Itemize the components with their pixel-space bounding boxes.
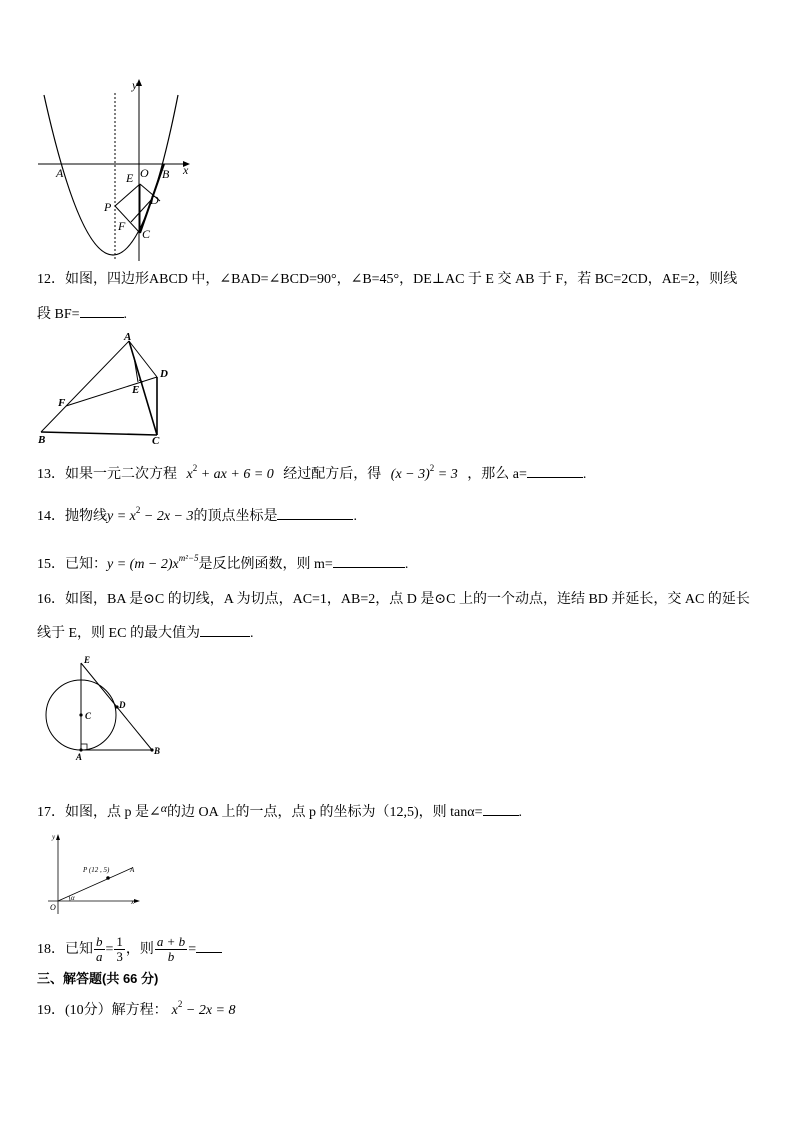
q15-answer-blank[interactable] [333,553,405,568]
fig11-label-P: P [104,200,112,214]
q17: 17．如图，点 p 是∠α的边 OA 上的一点，点 p 的坐标为（12,5)，则 tanα= . [37,801,522,820]
q15: 15．已知：$y = (m - 2)x^{m^2-5}$是反比例函数，则 m= . [37,553,409,572]
fig12-label-D: D [160,368,168,380]
parabola-figure [36,75,196,265]
q18: 18．已知 $\frac{b}{a}$ = $\frac{1}{3}$ ，则 $\frac{a + b}{b}$ = [37,933,222,967]
circle-tangent-figure [40,652,170,764]
fig16-label-C: C [85,711,92,721]
q12-line1: 12．如图，四边形ABCD 中，∠BAD=∠BCD=90°，∠B=45°，DE⊥AC 于 E 交 AB 于 F，若 BC=2CD，AE=2，则线 [37,272,738,287]
q13-answer-blank[interactable] [527,463,583,478]
fraction-one-third: $\frac{1}{3}$ [116,934,123,965]
fig11-label-x: x [183,163,189,177]
q19: 19．(10分）解方程： $x^2 - 2x = 8$ [37,999,236,1018]
fig17-label-O: O [50,903,56,912]
fig16-label-E: E [84,655,91,665]
fraction-a-plus-b-over-b: $\frac{a + b}{b}$ [156,934,186,965]
fig16-label-B: B [154,746,161,756]
quadrilateral-figure [36,330,176,448]
q14-answer-blank[interactable] [277,505,353,520]
fig12-label-C: C [152,435,160,447]
q16-answer-blank[interactable] [200,622,250,637]
fig11-label-F: F [118,219,126,233]
fig17-label-alpha: α [71,894,75,902]
section-heading: 三、解答题(共 66 分) [37,971,159,986]
fig17-label-x: x [131,898,135,906]
fig17-label-y: y [52,833,56,841]
q12-line2: 段 BF= . [37,303,127,324]
fig11-label-D: D [150,193,159,207]
fig17-label-A: A [130,866,135,874]
angle-figure [40,830,145,918]
fig11-label-A: A [56,166,64,180]
fig16-label-D: D [119,700,126,710]
q13: 13．如果一元二次方程 $x^2$ + ax + 6 = 0 经过配方后，得 $(x - 3)^2 = 3$ ，那么 a= . [37,463,587,482]
fig11-label-B: B [162,167,170,181]
fig12-label-B: B [38,434,46,446]
fraction-b-over-a: $\frac{b}{a}$ [96,934,103,965]
fig12-label-F: F [58,397,66,409]
q18-answer-blank[interactable] [196,938,222,953]
fig12-label-A: A [124,331,132,343]
q17-answer-blank[interactable] [483,801,519,816]
q14: 14．抛物线$y = x^2 - 2x - 3$的顶点坐标是 . [37,505,357,524]
fig16-label-A: A [76,752,83,762]
q16-line2: 线于 E，则 EC 的最大值为 . [37,622,253,643]
fig11-label-C: C [142,227,151,241]
fig12-label-E: E [132,384,140,396]
q12-answer-blank[interactable] [80,303,124,318]
fig17-label-P: P (12 , 5) [83,866,110,874]
fig11-label-y: y [132,78,138,92]
q16-line1: 16．如图，BA 是⊙C 的切线，A 为切点，AC=1，AB=2，点 D 是⊙C 上的一个动点，连结 BD 并延长，交 AC 的延长 [37,592,750,607]
fig11-label-O: O [140,166,149,180]
fig11-label-E: E [126,171,134,185]
